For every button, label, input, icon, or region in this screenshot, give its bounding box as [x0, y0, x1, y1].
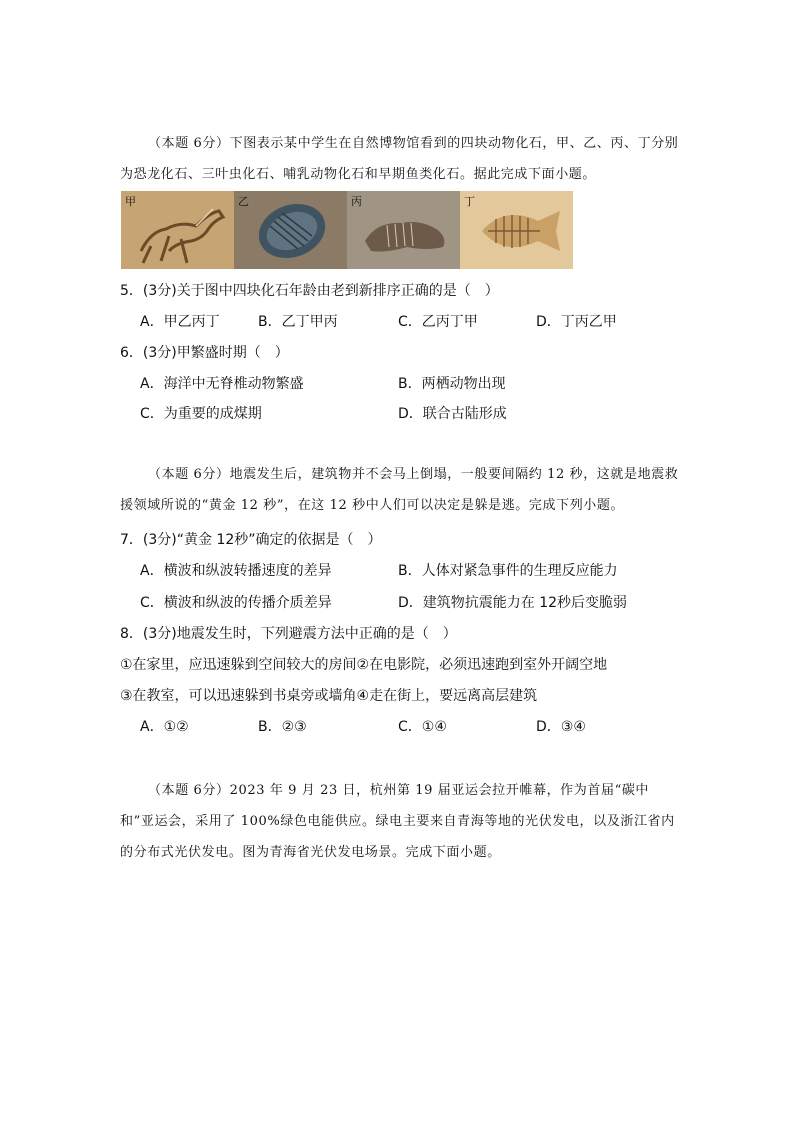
fossil-label-yi: 乙 — [238, 195, 249, 208]
fossil-trilobite-image — [234, 191, 347, 269]
q5-option-c[interactable]: C．乙丙丁甲 — [398, 314, 478, 330]
q8-option-d[interactable]: D．③④ — [536, 719, 586, 735]
fossil-image-strip — [121, 191, 573, 269]
q6-option-c[interactable]: C．为重要的成煤期 — [140, 406, 262, 422]
question-6-stem: 6．(3分)甲繁盛时期（ ） — [120, 345, 289, 361]
q8-statements-line-2: ③在教室，可以迅速躲到书桌旁或墙角④走在街上，要远离高层建筑 — [120, 688, 538, 704]
fossil-fish-image — [460, 191, 573, 269]
fossil-label-bing: 丙 — [351, 195, 362, 208]
fossil-label-jia: 甲 — [125, 195, 136, 208]
q5-option-a[interactable]: A．甲乙丙丁 — [140, 314, 220, 330]
q7-option-d[interactable]: D．建筑物抗震能力在 12秒后变脆弱 — [398, 595, 628, 611]
q7-option-b[interactable]: B．人体对紧急事件的生理反应能力 — [398, 563, 618, 579]
q6-option-b[interactable]: B．两栖动物出现 — [398, 376, 506, 392]
fossil-label-ding: 丁 — [464, 195, 475, 208]
q5-option-d[interactable]: D．丁丙乙甲 — [536, 314, 617, 330]
q8-option-c[interactable]: C．①④ — [398, 719, 447, 735]
question-7-stem: 7．(3分)“黄金 12秒”确定的依据是（ ） — [120, 532, 382, 548]
q8-statements-line-1: ①在家里，应迅速躲到空间较大的房间②在电影院，必须迅速跑到室外开阔空地 — [120, 657, 608, 673]
group1-intro: （本题 6分）下图表示某中学生在自然博物馆看到的四块动物化石，甲、乙、丙、丁分别为恐龙化石、三叶虫化石、哺乳动物化石和早期鱼类化石。据此完成下面小题。 — [120, 136, 679, 182]
group2-intro: （本题 6分）地震发生后，建筑物并不会马上倒塌，一般要间隔约 12 秒，这就是地震救援领域所说的“黄金 12 秒”，在这 12 秒中人们可以决定是躲是逃。完成下列小题。 — [120, 467, 679, 513]
question-5-stem: 5．(3分)关于图中四块化石年龄由老到新排序正确的是（ ） — [120, 283, 499, 299]
q6-option-d[interactable]: D．联合古陆形成 — [398, 406, 507, 422]
group3-intro: （本题 6分）2023 年 9 月 23 日，杭州第 19 届亚运会拉开帷幕，作为首届“碳中和”亚运会，采用了 100%绿色电能供应。绿电主要来自青海等地的光伏发电，以及浙江省内的分布式光伏发电。图为青海省光伏发电场景。完成下面小题。 — [120, 783, 675, 860]
q6-option-a[interactable]: A．海洋中无脊椎动物繁盛 — [140, 376, 304, 392]
q5-option-b[interactable]: B．乙丁甲丙 — [258, 314, 338, 330]
q7-option-a[interactable]: A．横波和纵波转播速度的差异 — [140, 563, 332, 579]
question-8-stem: 8．(3分)地震发生时，下列避震方法中正确的是（ ） — [120, 626, 457, 642]
q8-option-a[interactable]: A．①② — [140, 719, 189, 735]
fossil-dinosaur-image — [121, 191, 234, 269]
q8-option-b[interactable]: B．②③ — [258, 719, 307, 735]
fossil-mammal-image — [347, 191, 460, 269]
q7-option-c[interactable]: C．横波和纵波的传播介质差异 — [140, 595, 332, 611]
